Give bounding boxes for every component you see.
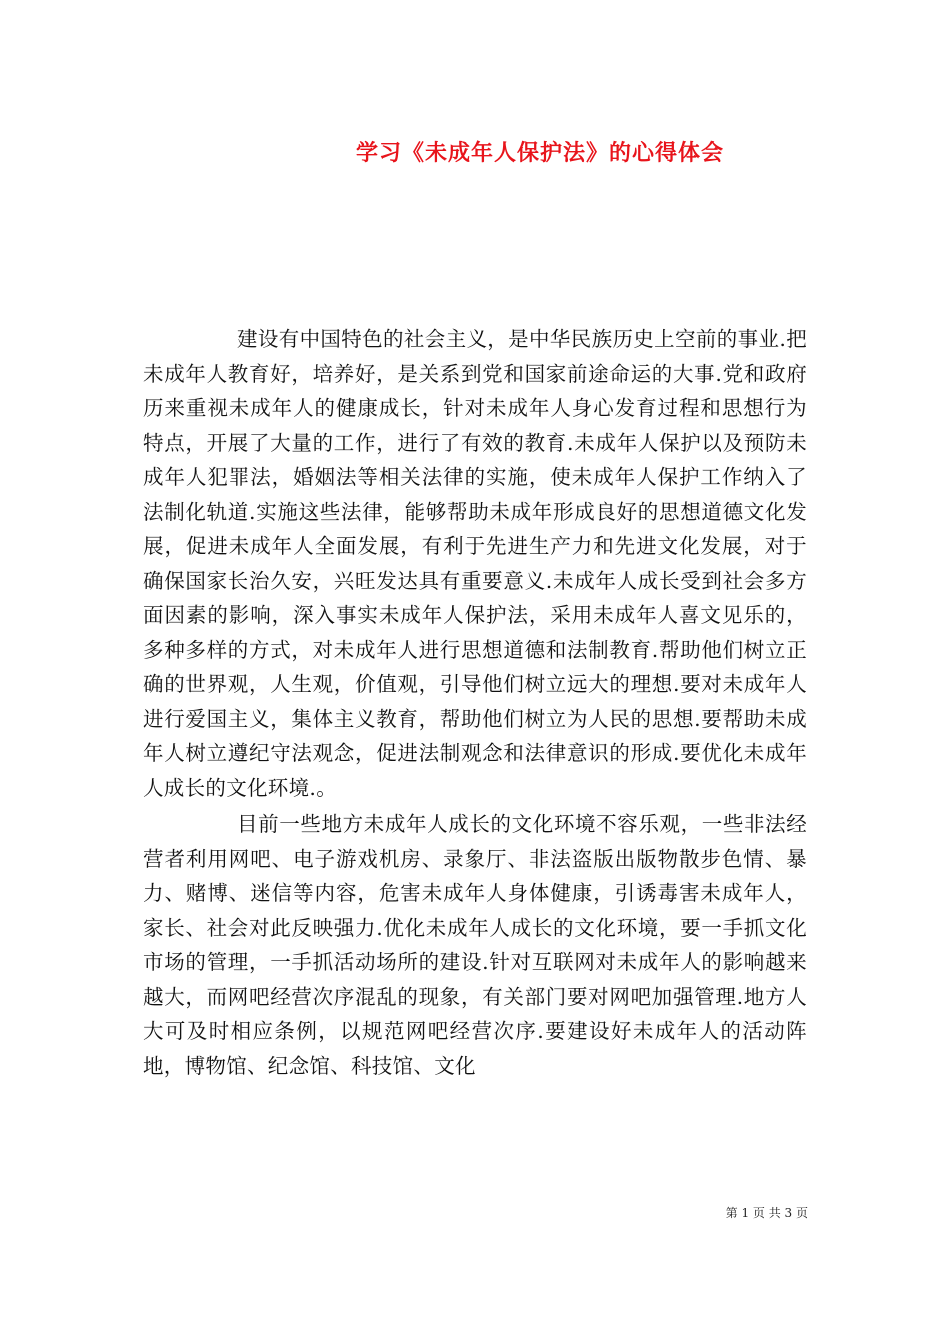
page-number: 第 1 页 共 3 页 [725, 1206, 808, 1220]
paragraph-2: 目前一些地方未成年人成长的文化环境不容乐观，一些非法经营者利用网吧、电子游戏机房、录象厅、非法盗版出版物散步色情、暴力、赌博、迷信等内容，危害未成年人身体健康，引诱毒害未成年人，家长、社会对此反映强力.优化未成年人成长的文化环境，要一手抓文化市场的管理，一手抓活动场所的建设.针对互联网对未成年人的影响越来越大，而网吧经营次序混乱的现象，有关部门要对网吧加强管理.地方人大可及时相应条例，以规范网吧经营次序.要建设好未成年人的活动阵地，博物馆、纪念馆、科技馆、文化 [143, 812, 807, 1078]
paragraph-1: 建设有中国特色的社会主义，是中华民族历史上空前的事业.把未成年人教育好，培养好，是关系到党和国家前途命运的大事.党和政府历来重视未成年人的健康成长，针对未成年人身心发育过程和思想行为特点，开展了大量的工作，进行了有效的教育.未成年人保护以及预防未成年人犯罪法，婚姻法等相关法律的实施，使未成年人保护工作纳入了法制化轨道.实施这些法律，能够帮助未成年形成良好的思想道德文化发展，促进未成年人全面发展，有利于先进生产力和先进文化发展，对于确保国家长治久安，兴旺发达具有重要意义.未成年人成长受到社会多方面因素的影响，深入事实未成年人保护法，采用未成年人喜文见乐的，多种多样的方式，对未成年人进行思想道德和法制教育.帮助他们树立正确的世界观，人生观，价值观，引导他们树立远大的理想.要对未成年人进行爱国主义，集体主义教育，帮助他们树立为人民的思想.要帮助未成年人树立遵纪守法观念，促进法制观念和法律意识的形成.要优化未成年人成长的文化环境.。 [143, 327, 807, 800]
document-body [143, 322, 807, 1085]
document-title: 学习《未成年人保护法》的心得体会 [355, 141, 724, 166]
